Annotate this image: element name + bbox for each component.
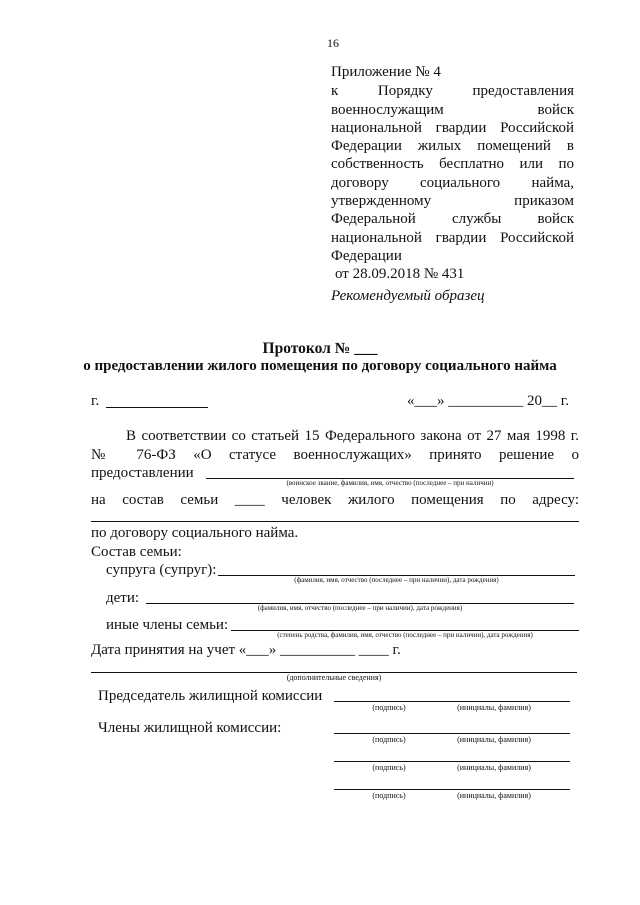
signature-caption: (подпись)	[372, 791, 406, 800]
protocol-title: Протокол № ___	[262, 340, 378, 357]
initials-caption: (инициалы, фамилия)	[457, 703, 531, 712]
children-label: дети:	[106, 590, 140, 606]
registration-date: Дата принятия на учет «___» __________ ____ г.	[91, 642, 401, 658]
chairman-label: Председатель жилищной комиссии	[98, 688, 323, 704]
appendix-block	[331, 63, 574, 284]
spouse-label: супруга (супруг):	[106, 562, 217, 578]
body-line-5: по договору социального найма.	[91, 525, 299, 541]
body-line-3: предоставлении	[91, 465, 194, 481]
signature-caption: (подпись)	[372, 703, 406, 712]
initials-caption: (инициалы, фамилия)	[457, 735, 531, 744]
appendix-line: Федеральной службы войск	[331, 211, 574, 228]
appendix-line: Федерации жилых помещений в	[331, 138, 574, 155]
appendix-date: от 28.09.2018 № 431	[335, 266, 465, 283]
appendix-line: национальной гвардии Российской	[331, 119, 574, 136]
caption-children: (фамилия, имя, отчество (последнее – при наличии), дата рождения)	[257, 604, 463, 612]
member-signature-line	[334, 733, 570, 734]
sample-label: Рекомендуемый образец	[331, 288, 485, 304]
signature-caption: (подпись)	[372, 735, 406, 744]
appendix-title: Приложение № 4	[331, 64, 441, 80]
others-label: иные члены семьи:	[106, 617, 229, 633]
initials-caption: (инициалы, фамилия)	[457, 791, 531, 800]
appendix-line: собственность бесплатно или по	[331, 156, 574, 173]
appendix-line: договору социального найма,	[331, 174, 574, 191]
body-line-2: № 76-ФЗ «О статусе военнослужащих» принято решение о	[91, 447, 579, 463]
appendix-line: Федерации	[331, 247, 402, 264]
appendix-line: утвержденному приказом	[331, 193, 574, 210]
city-blank	[106, 407, 208, 408]
page-number: 16	[327, 36, 339, 50]
caption-others: (степень родства, фамилия, имя, отчество (последнее – при наличии), дата рождения)	[277, 631, 533, 639]
member-signature-line	[334, 789, 570, 790]
caption-rank: (воинское звание, фамилия, имя, отчество (последнее – при наличии)	[286, 479, 494, 487]
chairman-signature-line	[334, 701, 570, 702]
body-line-4: на состав семьи ____ человек жилого помещения по адресу:	[91, 492, 579, 508]
initials-caption: (инициалы, фамилия)	[457, 763, 531, 772]
caption-additional: (дополнительные сведения)	[286, 673, 382, 682]
protocol-subtitle: о предоставлении жилого помещения по договору социального найма	[83, 358, 557, 374]
document-date: «___» __________ 20__ г.	[407, 393, 569, 409]
appendix-line: к Порядку предоставления	[331, 83, 574, 100]
members-label: Члены жилищной комиссии:	[98, 720, 282, 736]
family-heading: Состав семьи:	[91, 544, 182, 560]
body-line-1: В соответствии со статьей 15 Федерального закона от 27 мая 1998 г.	[126, 428, 579, 444]
address-blank	[91, 521, 579, 522]
city-prefix: г.	[91, 393, 100, 409]
signature-caption: (подпись)	[372, 763, 406, 772]
member-signature-line	[334, 761, 570, 762]
caption-spouse: (фамилия, имя, отчество (последнее – при наличии), дата рождения)	[294, 576, 499, 584]
appendix-line: военнослужащим войск	[331, 101, 574, 118]
appendix-line: национальной гвардии Российской	[331, 229, 574, 246]
